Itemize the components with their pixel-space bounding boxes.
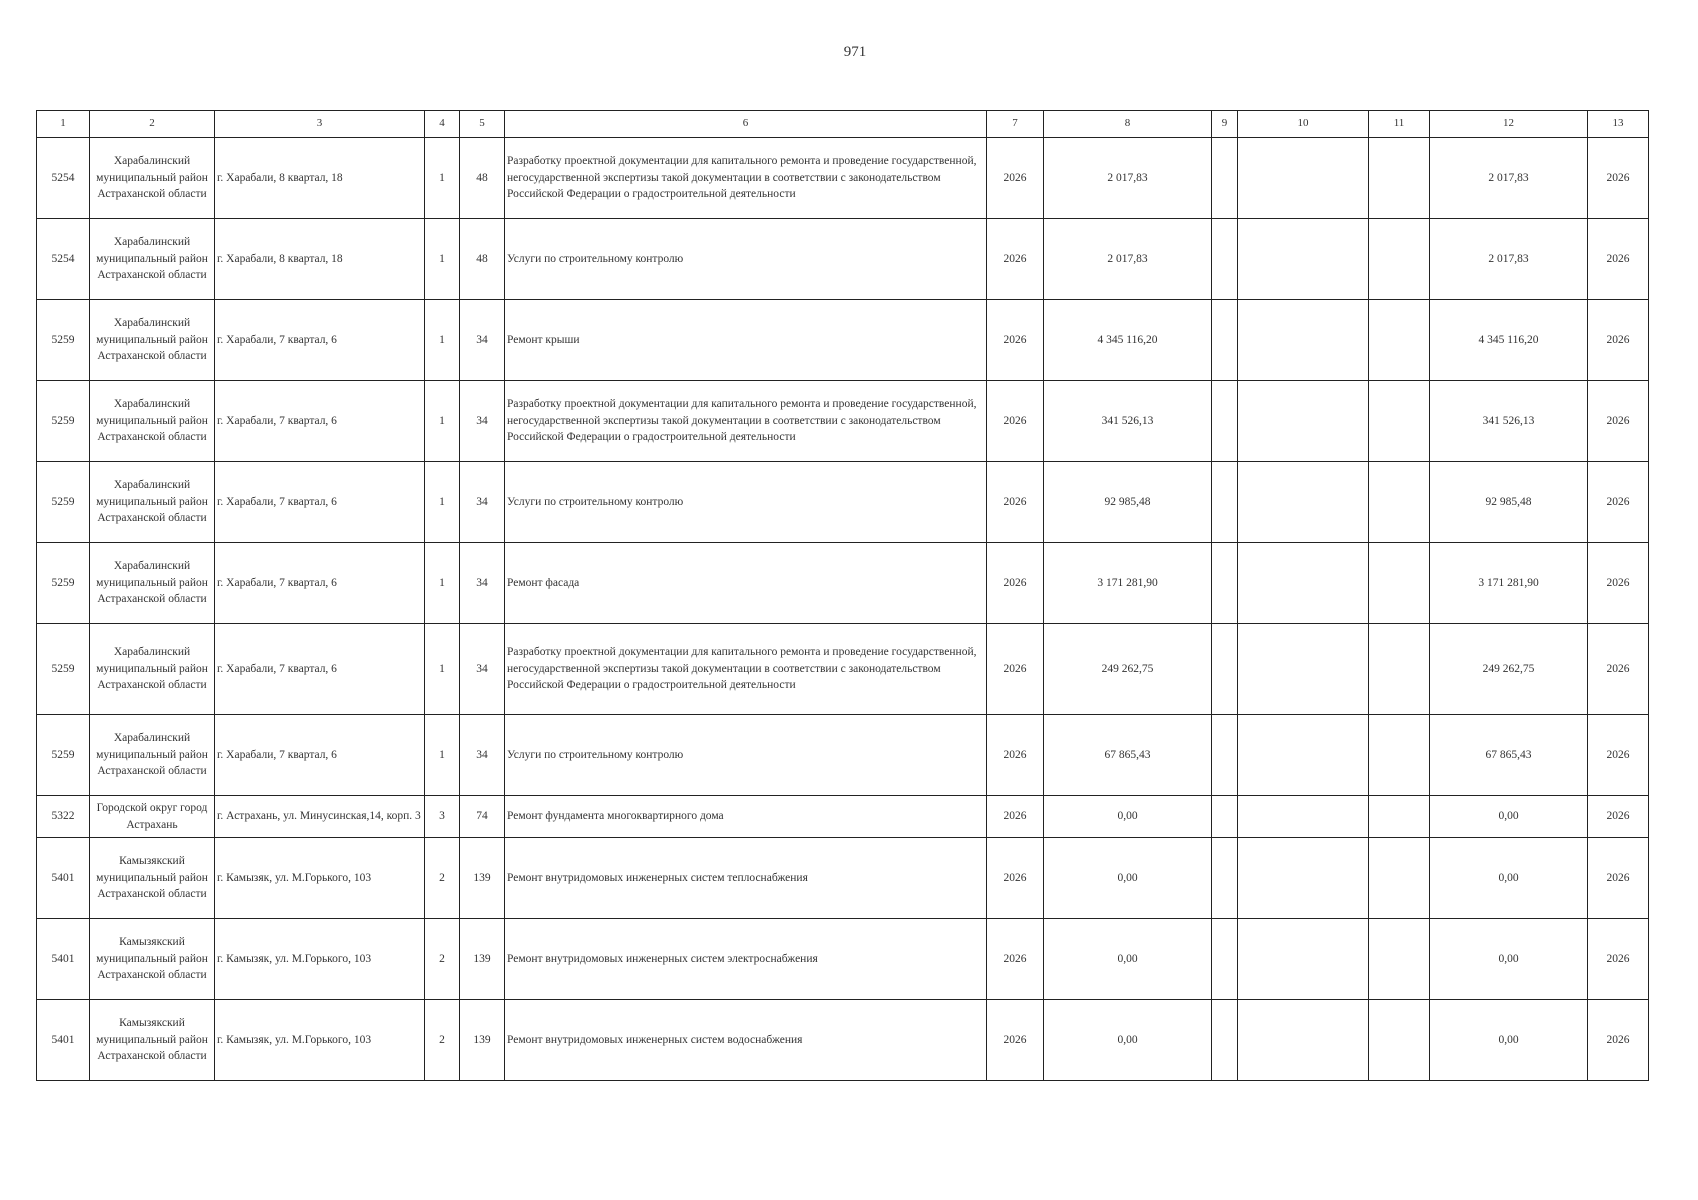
cell-municipality: Харабалинский муниципальный район Астраханской области	[90, 300, 215, 381]
cell-municipality: Харабалинский муниципальный район Астраханской области	[90, 219, 215, 300]
column-header-9: 9	[1212, 111, 1238, 138]
column-header-13: 13	[1588, 111, 1649, 138]
cell-col11	[1369, 624, 1430, 715]
cell-col13: 2026	[1588, 838, 1649, 919]
table-row	[37, 381, 1649, 462]
cell-work-type: Ремонт внутридомовых инженерных систем электроснабжения	[505, 919, 987, 1000]
cell-col10	[1238, 715, 1369, 796]
table-row	[37, 219, 1649, 300]
cell-col9	[1212, 624, 1238, 715]
table-row	[37, 715, 1649, 796]
cell-col11	[1369, 543, 1430, 624]
cell-col5: 48	[460, 138, 505, 219]
cell-col5: 139	[460, 838, 505, 919]
cell-work-type: Ремонт крыши	[505, 300, 987, 381]
cell-col4: 2	[425, 1000, 460, 1081]
cell-col10	[1238, 1000, 1369, 1081]
cell-col4: 2	[425, 919, 460, 1000]
cell-municipality: Харабалинский муниципальный район Астраханской области	[90, 715, 215, 796]
cell-col10	[1238, 300, 1369, 381]
cell-municipality: Харабалинский муниципальный район Астраханской области	[90, 624, 215, 715]
cell-col11	[1369, 838, 1430, 919]
cell-cost: 0,00	[1044, 838, 1212, 919]
cell-work-type: Услуги по строительному контролю	[505, 462, 987, 543]
cell-col13: 2026	[1588, 462, 1649, 543]
cell-col12: 341 526,13	[1430, 381, 1588, 462]
cell-work-type: Ремонт внутридомовых инженерных систем теплоснабжения	[505, 838, 987, 919]
cell-cost: 0,00	[1044, 1000, 1212, 1081]
cell-col12: 249 262,75	[1430, 624, 1588, 715]
cell-col10	[1238, 138, 1369, 219]
cell-cost: 0,00	[1044, 796, 1212, 838]
cell-col11	[1369, 1000, 1430, 1081]
column-header-3: 3	[215, 111, 425, 138]
cell-col11	[1369, 796, 1430, 838]
cell-cost: 4 345 116,20	[1044, 300, 1212, 381]
column-header-7: 7	[987, 111, 1044, 138]
cell-year: 2026	[987, 919, 1044, 1000]
cell-municipality: Харабалинский муниципальный район Астраханской области	[90, 138, 215, 219]
cell-col4: 2	[425, 838, 460, 919]
cell-col10	[1238, 462, 1369, 543]
cell-year: 2026	[987, 838, 1044, 919]
cell-address: г. Камызяк, ул. М.Горького, 103	[215, 1000, 425, 1081]
cell-col12: 67 865,43	[1430, 715, 1588, 796]
cell-col13: 2026	[1588, 219, 1649, 300]
cell-col4: 1	[425, 381, 460, 462]
cell-work-type: Разработку проектной документации для капитального ремонта и проведение государственной, негосударственной экспертизы такой документации в соответствии с законодательством Российской Федерации о градостроительной деятельности	[505, 138, 987, 219]
cell-col12: 0,00	[1430, 838, 1588, 919]
cell-col9	[1212, 919, 1238, 1000]
cell-col10	[1238, 838, 1369, 919]
column-header-1: 1	[37, 111, 90, 138]
cell-col10	[1238, 381, 1369, 462]
cell-municipality: Камызякский муниципальный район Астраханской области	[90, 838, 215, 919]
page-number: 971	[843, 44, 867, 60]
cell-col12: 0,00	[1430, 796, 1588, 838]
cell-col5: 139	[460, 1000, 505, 1081]
table-row	[37, 838, 1649, 919]
cell-address: г. Камызяк, ул. М.Горького, 103	[215, 919, 425, 1000]
column-header-4: 4	[425, 111, 460, 138]
cell-id: 5259	[37, 624, 90, 715]
cell-cost: 3 171 281,90	[1044, 543, 1212, 624]
cell-col11	[1369, 300, 1430, 381]
cell-address: г. Харабали, 8 квартал, 18	[215, 219, 425, 300]
cell-work-type: Разработку проектной документации для капитального ремонта и проведение государственной, негосударственной экспертизы такой документации в соответствии с законодательством Российской Федерации о градостроительной деятельности	[505, 624, 987, 715]
cell-year: 2026	[987, 796, 1044, 838]
cell-col10	[1238, 624, 1369, 715]
cell-col4: 1	[425, 462, 460, 543]
cell-year: 2026	[987, 462, 1044, 543]
cell-id: 5259	[37, 381, 90, 462]
cell-col4: 1	[425, 219, 460, 300]
cell-col11	[1369, 381, 1430, 462]
cell-col11	[1369, 219, 1430, 300]
table-row	[37, 543, 1649, 624]
column-header-2: 2	[90, 111, 215, 138]
cell-cost: 2 017,83	[1044, 219, 1212, 300]
cell-id: 5322	[37, 796, 90, 838]
cell-col12: 2 017,83	[1430, 138, 1588, 219]
table-row	[37, 1000, 1649, 1081]
cell-col5: 34	[460, 462, 505, 543]
cell-id: 5259	[37, 543, 90, 624]
cell-col11	[1369, 138, 1430, 219]
cell-address: г. Харабали, 7 квартал, 6	[215, 543, 425, 624]
cell-col12: 0,00	[1430, 919, 1588, 1000]
cell-col10	[1238, 219, 1369, 300]
cell-id: 5254	[37, 219, 90, 300]
cell-year: 2026	[987, 543, 1044, 624]
column-header-8: 8	[1044, 111, 1212, 138]
cell-id: 5401	[37, 838, 90, 919]
cell-col5: 34	[460, 543, 505, 624]
cell-col9	[1212, 796, 1238, 838]
cell-work-type: Услуги по строительному контролю	[505, 219, 987, 300]
cell-id: 5259	[37, 300, 90, 381]
cell-col10	[1238, 543, 1369, 624]
cell-cost: 92 985,48	[1044, 462, 1212, 543]
cell-col13: 2026	[1588, 919, 1649, 1000]
cell-col9	[1212, 715, 1238, 796]
cell-col10	[1238, 796, 1369, 838]
table-row	[37, 624, 1649, 715]
cell-col13: 2026	[1588, 300, 1649, 381]
cell-year: 2026	[987, 219, 1044, 300]
cell-col13: 2026	[1588, 796, 1649, 838]
cell-col9	[1212, 381, 1238, 462]
cell-col5: 48	[460, 219, 505, 300]
cell-year: 2026	[987, 300, 1044, 381]
cell-id: 5259	[37, 462, 90, 543]
cell-col4: 1	[425, 300, 460, 381]
table-row	[37, 138, 1649, 219]
repair-register-table	[36, 110, 1649, 1081]
cell-municipality: Городской округ город Астрахань	[90, 796, 215, 838]
cell-work-type: Ремонт фундамента многоквартирного дома	[505, 796, 987, 838]
cell-col9	[1212, 1000, 1238, 1081]
cell-col13: 2026	[1588, 715, 1649, 796]
cell-col9	[1212, 138, 1238, 219]
cell-id: 5254	[37, 138, 90, 219]
cell-col12: 0,00	[1430, 1000, 1588, 1081]
cell-col5: 139	[460, 919, 505, 1000]
cell-cost: 2 017,83	[1044, 138, 1212, 219]
cell-col4: 1	[425, 624, 460, 715]
table-row	[37, 300, 1649, 381]
cell-municipality: Камызякский муниципальный район Астраханской области	[90, 1000, 215, 1081]
cell-address: г. Харабали, 7 квартал, 6	[215, 462, 425, 543]
cell-col4: 1	[425, 543, 460, 624]
table-row	[37, 796, 1649, 838]
cell-id: 5259	[37, 715, 90, 796]
column-header-5: 5	[460, 111, 505, 138]
column-header-10: 10	[1238, 111, 1369, 138]
cell-year: 2026	[987, 715, 1044, 796]
cell-year: 2026	[987, 138, 1044, 219]
cell-col4: 3	[425, 796, 460, 838]
cell-address: г. Харабали, 8 квартал, 18	[215, 138, 425, 219]
cell-col12: 92 985,48	[1430, 462, 1588, 543]
cell-col13: 2026	[1588, 624, 1649, 715]
cell-year: 2026	[987, 381, 1044, 462]
cell-year: 2026	[987, 1000, 1044, 1081]
cell-cost: 67 865,43	[1044, 715, 1212, 796]
cell-year: 2026	[987, 624, 1044, 715]
cell-work-type: Ремонт внутридомовых инженерных систем водоснабжения	[505, 1000, 987, 1081]
cell-municipality: Харабалинский муниципальный район Астраханской области	[90, 543, 215, 624]
column-header-12: 12	[1430, 111, 1588, 138]
cell-cost: 341 526,13	[1044, 381, 1212, 462]
cell-col5: 34	[460, 624, 505, 715]
cell-col13: 2026	[1588, 381, 1649, 462]
cell-col10	[1238, 919, 1369, 1000]
table-row	[37, 462, 1649, 543]
cell-col9	[1212, 300, 1238, 381]
cell-work-type: Разработку проектной документации для капитального ремонта и проведение государственной, негосударственной экспертизы такой документации в соответствии с законодательством Российской Федерации о градостроительной деятельности	[505, 381, 987, 462]
cell-col9	[1212, 462, 1238, 543]
cell-col5: 74	[460, 796, 505, 838]
cell-address: г. Камызяк, ул. М.Горького, 103	[215, 838, 425, 919]
cell-col4: 1	[425, 715, 460, 796]
cell-col5: 34	[460, 715, 505, 796]
cell-col11	[1369, 462, 1430, 543]
cell-col4: 1	[425, 138, 460, 219]
cell-municipality: Харабалинский муниципальный район Астраханской области	[90, 462, 215, 543]
cell-cost: 249 262,75	[1044, 624, 1212, 715]
table-row	[37, 919, 1649, 1000]
cell-id: 5401	[37, 919, 90, 1000]
cell-cost: 0,00	[1044, 919, 1212, 1000]
cell-col9	[1212, 838, 1238, 919]
cell-col11	[1369, 919, 1430, 1000]
cell-col5: 34	[460, 300, 505, 381]
cell-col13: 2026	[1588, 1000, 1649, 1081]
cell-address: г. Астрахань, ул. Минусинская,14, корп. 3	[215, 796, 425, 838]
cell-col9	[1212, 543, 1238, 624]
table-header-row	[37, 111, 1649, 138]
cell-col13: 2026	[1588, 543, 1649, 624]
cell-work-type: Услуги по строительному контролю	[505, 715, 987, 796]
cell-col12: 2 017,83	[1430, 219, 1588, 300]
cell-col9	[1212, 219, 1238, 300]
cell-col5: 34	[460, 381, 505, 462]
cell-municipality: Камызякский муниципальный район Астраханской области	[90, 919, 215, 1000]
cell-address: г. Харабали, 7 квартал, 6	[215, 300, 425, 381]
cell-work-type: Ремонт фасада	[505, 543, 987, 624]
column-header-11: 11	[1369, 111, 1430, 138]
cell-col12: 3 171 281,90	[1430, 543, 1588, 624]
cell-col12: 4 345 116,20	[1430, 300, 1588, 381]
cell-address: г. Харабали, 7 квартал, 6	[215, 715, 425, 796]
cell-id: 5401	[37, 1000, 90, 1081]
cell-col13: 2026	[1588, 138, 1649, 219]
cell-address: г. Харабали, 7 квартал, 6	[215, 381, 425, 462]
cell-municipality: Харабалинский муниципальный район Астраханской области	[90, 381, 215, 462]
column-header-6: 6	[505, 111, 987, 138]
cell-address: г. Харабали, 7 квартал, 6	[215, 624, 425, 715]
cell-col11	[1369, 715, 1430, 796]
